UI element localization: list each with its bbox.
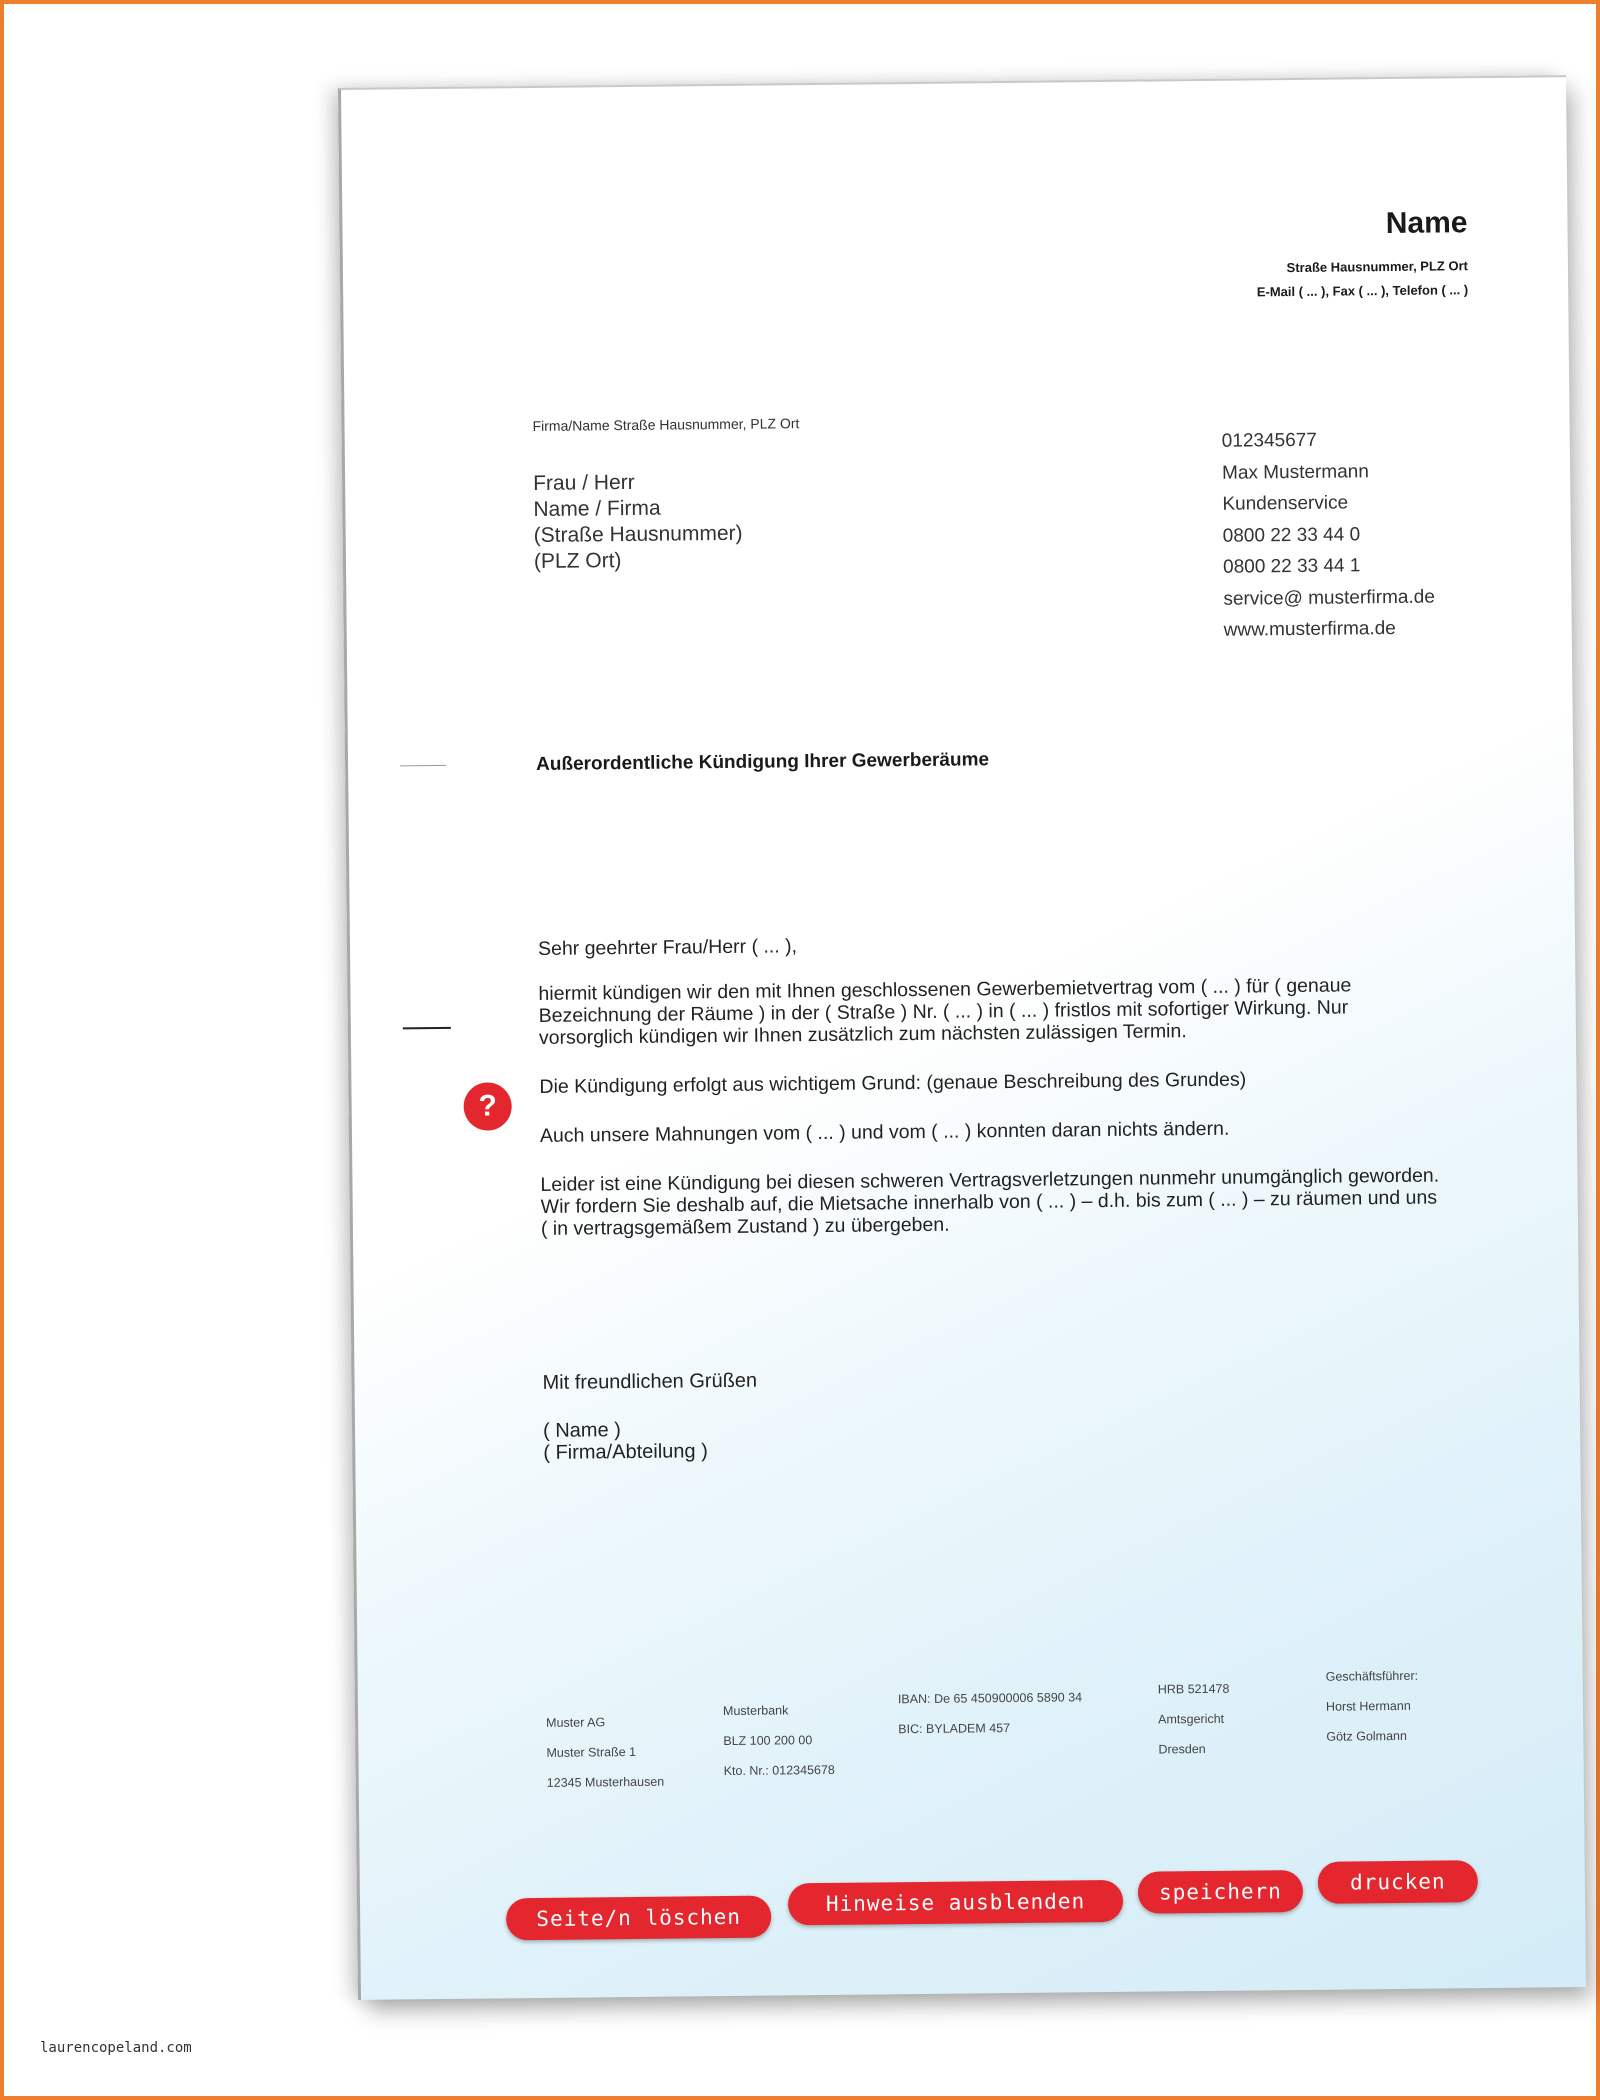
footer-line: IBAN: De 65 450900006 5890 34 [897, 1690, 1083, 1707]
contact-fax: 0800 22 33 44 1 [1222, 555, 1361, 578]
contact-block [1222, 424, 1436, 647]
footer-line: 12345 Musterhausen [546, 1774, 665, 1790]
recipient-line: Frau / Herr [533, 470, 635, 495]
watermark: laurencopeland.com [40, 2040, 192, 2056]
print-button[interactable]: drucken [1318, 1860, 1478, 1904]
contact-person: Max Mustermann [1221, 460, 1369, 484]
closing-department: ( Firma/Abteilung ) [543, 1440, 708, 1464]
footer-line: Geschäftsführer: [1325, 1668, 1419, 1684]
hide-hints-button[interactable]: Hinweise ausblenden [788, 1880, 1123, 1926]
footer-register [1158, 1674, 1231, 1765]
footer-bank [723, 1695, 835, 1786]
sender-contact: E-Mail ( ... ), Fax ( ... ), Telefon ( ... ) [1256, 282, 1469, 300]
footer-iban [898, 1682, 1083, 1744]
contact-number: 012345677 [1221, 429, 1317, 452]
footer-line: Dresden [1158, 1742, 1206, 1757]
recipient-line: Name / Firma [533, 496, 661, 521]
recipient-line: (PLZ Ort) [533, 549, 622, 573]
recipient-line: (Straße Hausnummer) [533, 521, 743, 547]
footer-line: HRB 521478 [1157, 1681, 1230, 1697]
sender-address: Straße Hausnummer, PLZ Ort [1286, 258, 1469, 276]
fold-mark-middle [403, 1027, 451, 1030]
footer-line: Horst Hermann [1325, 1698, 1411, 1714]
footer-line: Musterbank [722, 1703, 789, 1719]
recipient-address [533, 469, 743, 575]
return-address: Firma/Name Straße Hausnummer, PLZ Ort [532, 415, 800, 434]
letter-subject: Außerordentliche Kündigung Ihrer Gewerberäume [535, 749, 990, 775]
closing-name: ( Name ) [542, 1419, 621, 1442]
letter-salutation: Sehr geehrter Frau/Herr ( ... ), [537, 935, 798, 960]
footer-line: Muster Straße 1 [546, 1744, 637, 1760]
footer-line: BLZ 100 200 00 [723, 1733, 813, 1749]
sender-name: Name [1385, 206, 1468, 241]
footer-line: Muster AG [546, 1715, 606, 1730]
delete-pages-button[interactable]: Seite/n löschen [506, 1896, 771, 1941]
footer-line: Götz Golmann [1326, 1728, 1407, 1744]
closing-greeting: Mit freundlichen Grüßen [542, 1369, 758, 1394]
help-icon[interactable]: ? [463, 1082, 512, 1131]
footer-company [546, 1707, 664, 1798]
contact-web: www.musterfirma.de [1223, 617, 1396, 641]
contact-email: service@ musterfirma.de [1223, 586, 1435, 610]
letter-paragraph: Leider ist eine Kündigung bei diesen schweren Vertragsverletzungen nunmehr unumgänglich geworden. Wir fordern Sie deshalb auf, die Mietsache innerhalb von ( ... ) – d.h. bis zum ( ... ) – zu räumen und uns ( in vertragsgemäßem Zustand ) zu übergeben. [540, 1164, 1440, 1240]
footer-line: Amtsgericht [1158, 1711, 1225, 1727]
footer-line: Kto. Nr.: 012345678 [723, 1762, 835, 1779]
letter-paragraph: Die Kündigung erfolgt aus wichtigem Grund: (genaue Beschreibung des Grundes) [539, 1068, 1247, 1098]
footer-management [1326, 1661, 1419, 1752]
save-button[interactable]: speichern [1138, 1870, 1303, 1914]
letter-paragraph: hiermit kündigen wir den mit Ihnen geschlossenen Gewerbemietvertrag vom ( ... ) für ( genaue Bezeichnung der Räume ) in der ( Straße ) Nr. ( ... ) in ( ... ) fristlos mit sofortiger Wirkung. Nur vorsorglich kündigen wir Ihnen zusätzlich zum nächsten zulässigen Termin. [538, 974, 1352, 1049]
contact-department: Kundenservice [1222, 492, 1349, 515]
contact-phone: 0800 22 33 44 0 [1222, 523, 1361, 547]
fold-mark-top [400, 765, 446, 766]
footer-line: BIC: BYLADEM 457 [898, 1721, 1011, 1737]
letter-page [338, 75, 1586, 2000]
letter-paragraph: Auch unsere Mahnungen vom ( ... ) und vom ( ... ) konnten daran nichts ändern. [539, 1117, 1230, 1147]
